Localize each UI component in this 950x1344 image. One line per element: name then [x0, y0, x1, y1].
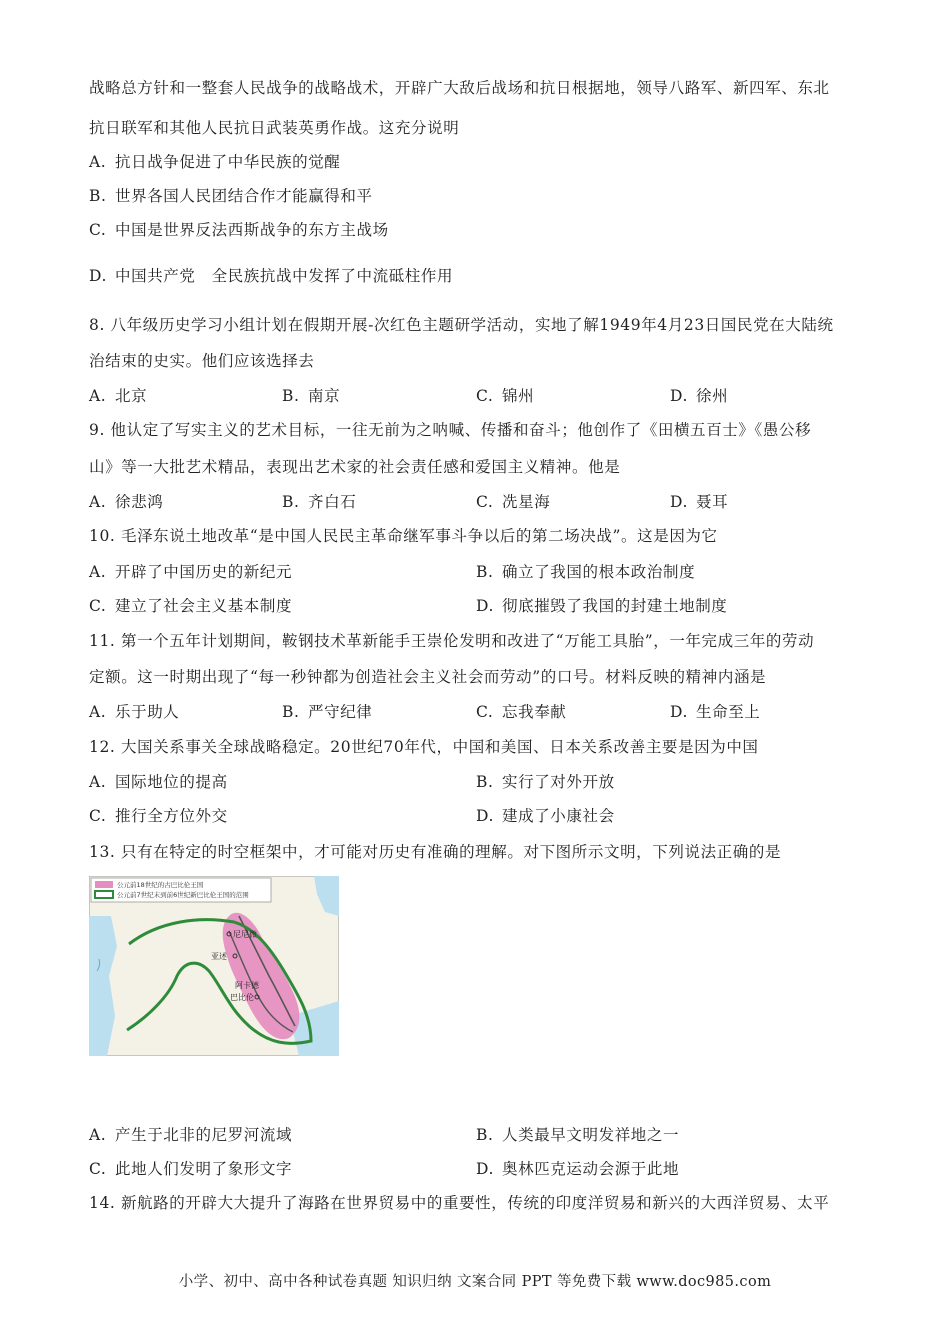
- legend-swatch-old: [95, 881, 113, 888]
- q10-option-b: B. 确立了我国的根本政治制度: [476, 563, 696, 581]
- q12-option-d: D. 建成了小康社会: [476, 807, 615, 825]
- q13-option-c: C. 此地人们发明了象形文字: [89, 1160, 293, 1178]
- q12-stem: 12. 大国关系事关全球战略稳定。20世纪70年代，中国和美国、日本关系改善主要是因为中国: [89, 738, 759, 756]
- q7-option-c: C. 中国是世界反法西斯战争的东方主战场: [89, 221, 389, 239]
- q9-option-d: D. 聂耳: [670, 493, 729, 511]
- q13-option-d: D. 奥林匹克运动会源于此地: [476, 1160, 680, 1178]
- q8-stem-line-2: 治结束的史实。他们应该选择去: [89, 352, 315, 370]
- q10-stem: 10. 毛泽东说土地改革“是中国人民民主革命继军事斗争以后的第二场决战”。这是因为它: [89, 527, 718, 545]
- q8-option-b: B. 南京: [282, 387, 341, 405]
- q8-option-d: D. 徐州: [670, 387, 729, 405]
- q13-option-a: A. 产生于北非的尼罗河流域: [89, 1126, 293, 1144]
- place-nineveh: 尼尼微: [233, 930, 257, 939]
- q11-option-b: B. 严守纪律: [282, 703, 373, 721]
- q11-stem-line-1: 11. 第一个五年计划期间，鞍钢技术革新能手王崇伦发明和改进了“万能工具胎”，一年完成三年的劳动: [89, 632, 815, 650]
- q10-option-a: A. 开辟了中国历史的新纪元: [89, 563, 293, 581]
- place-akkad: 阿卡德: [235, 981, 259, 990]
- q8-stem-line-1: 8. 八年级历史学习小组计划在假期开展-次红色主题研学活动，实地了解1949年4月23日国民党在大陆统: [89, 316, 834, 334]
- q12-option-a: A. 国际地位的提高: [89, 773, 228, 791]
- q9-stem-line-2: 山》等一大批艺术精品，表现出艺术家的社会责任感和爱国主义精神。他是: [89, 458, 621, 476]
- q11-option-a: A. 乐于助人: [89, 703, 180, 721]
- q10-option-d: D. 彻底摧毁了我国的封建土地制度: [476, 597, 728, 615]
- q7-option-b: B. 世界各国人民团结合作才能赢得和平: [89, 187, 373, 205]
- q13-option-b: B. 人类最早文明发祥地之一: [476, 1126, 680, 1144]
- q11-option-d: D. 生命至上: [670, 703, 761, 721]
- q9-option-b: B. 齐白石: [282, 493, 357, 511]
- q9-option-a: A. 徐悲鸿: [89, 493, 164, 511]
- q7-option-d: D. 中国共产党 全民族抗战中发挥了中流砥柱作用: [89, 267, 454, 285]
- place-assur: 亚述: [211, 952, 227, 961]
- q7-stem-line-2: 抗日联军和其他人民抗日武装英勇作战。这充分说明: [89, 119, 460, 137]
- q11-stem-line-2: 定额。这一时期出现了“每一秒钟都为创造社会主义社会而劳动”的口号。材料反映的精神内涵是: [89, 668, 767, 686]
- q12-option-c: C. 推行全方位外交: [89, 807, 228, 825]
- q9-stem-line-1: 9. 他认定了写实主义的艺术目标，一往无前为之呐喊、传播和奋斗；他创作了《田横五百士》《愚公移: [89, 421, 812, 439]
- q7-stem-line-1: 战略总方针和一整套人民战争的战略战术，开辟广大敌后战场和抗日根据地，领导八路军、新四军、东北: [89, 79, 830, 97]
- q12-option-b: B. 实行了对外开放: [476, 773, 615, 791]
- q7-option-a: A. 抗日战争促进了中华民族的觉醒: [89, 153, 341, 171]
- babylon-map: [89, 876, 339, 1056]
- legend-new-label: 公元前7世纪末到前6世纪新巴比伦王国的范围: [117, 891, 249, 899]
- q13-stem: 13. 只有在特定的时空框架中，才可能对历史有准确的理解。对下图所示文明，下列说法正确的是: [89, 843, 782, 861]
- page-footer: 小学、初中、高中各种试卷真题 知识归纳 文案合同 PPT 等免费下载 www.doc985.com: [178, 1274, 772, 1290]
- q9-option-c: C. 冼星海: [476, 493, 551, 511]
- q11-option-c: C. 忘我奉献: [476, 703, 567, 721]
- q14-stem: 14. 新航路的开辟大大提升了海路在世界贸易中的重要性，传统的印度洋贸易和新兴的大西洋贸易、太平: [89, 1194, 830, 1212]
- legend-old-label: 公元前18世纪的古巴比伦王国: [117, 881, 204, 889]
- q10-option-c: C. 建立了社会主义基本制度: [89, 597, 293, 615]
- place-babylon: 巴比伦: [230, 993, 254, 1002]
- q8-option-c: C. 锦州: [476, 387, 535, 405]
- q8-option-a: A. 北京: [89, 387, 148, 405]
